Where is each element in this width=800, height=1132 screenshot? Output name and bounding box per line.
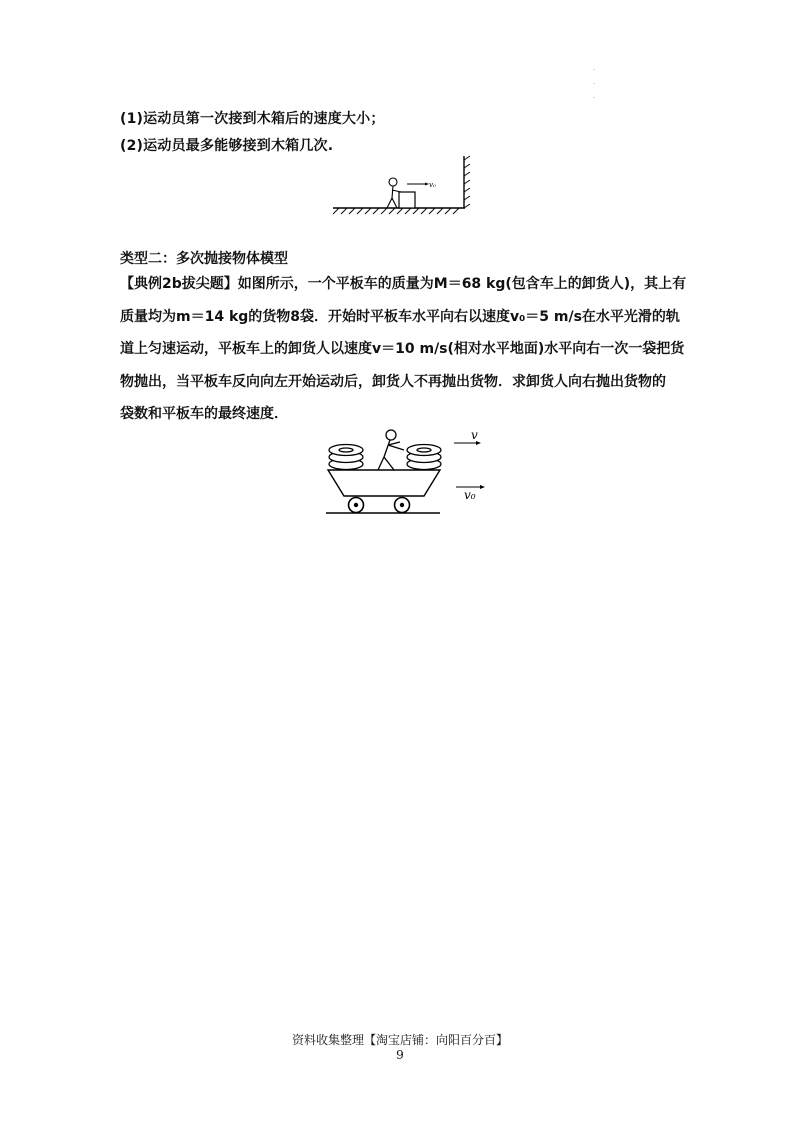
example-paragraph xyxy=(120,268,690,431)
paragraph-line: 袋数和平板车的最终速度． xyxy=(120,406,288,422)
page-number: 9 xyxy=(396,1048,404,1062)
footer-source: 资料收集整理【淘宝店铺：向阳百分百】 xyxy=(291,1033,508,1047)
paragraph-line: 物抛出，当平板车反向向左开始运动后，卸货人不再抛出货物．求卸货人向右抛出货物的 xyxy=(120,373,666,390)
question-2: (2)运动员最多能够接到木箱几次. xyxy=(120,138,334,154)
v0-label: v₀ xyxy=(464,488,476,502)
section-title: 类型二：多次抛接物体模型 xyxy=(120,251,288,267)
question-1: (1)运动员第一次接到木箱后的速度大小； xyxy=(120,111,385,127)
cart-body xyxy=(328,470,440,496)
worker-figure xyxy=(378,430,404,470)
figure-athlete-box xyxy=(325,150,475,216)
v-label: v xyxy=(471,428,478,442)
paragraph-line: 质量均为m＝14 kg的货物8袋．开始时平板车水平向右以速度v₀＝5 m/s在水平光滑的轨 xyxy=(120,308,680,325)
wooden-box xyxy=(399,192,415,208)
wheel-right xyxy=(395,498,410,513)
cargo-stack-left xyxy=(329,445,363,470)
margin-dots: · · · xyxy=(593,67,595,102)
wheel-left xyxy=(349,498,364,513)
paragraph-line: 道上匀速运动，平板车上的卸货人以速度v＝10 m/s(相对水平地面)水平向右一次一袋把货 xyxy=(120,341,685,357)
paragraph-line: 【典例2b拔尖题】如图所示，一个平板车的质量为M＝68 kg(包含车上的卸货人)，其上有 xyxy=(120,276,687,292)
v0-label: v₀ xyxy=(429,181,436,189)
figure-cart xyxy=(318,424,498,520)
cargo-stack-right xyxy=(407,445,441,470)
